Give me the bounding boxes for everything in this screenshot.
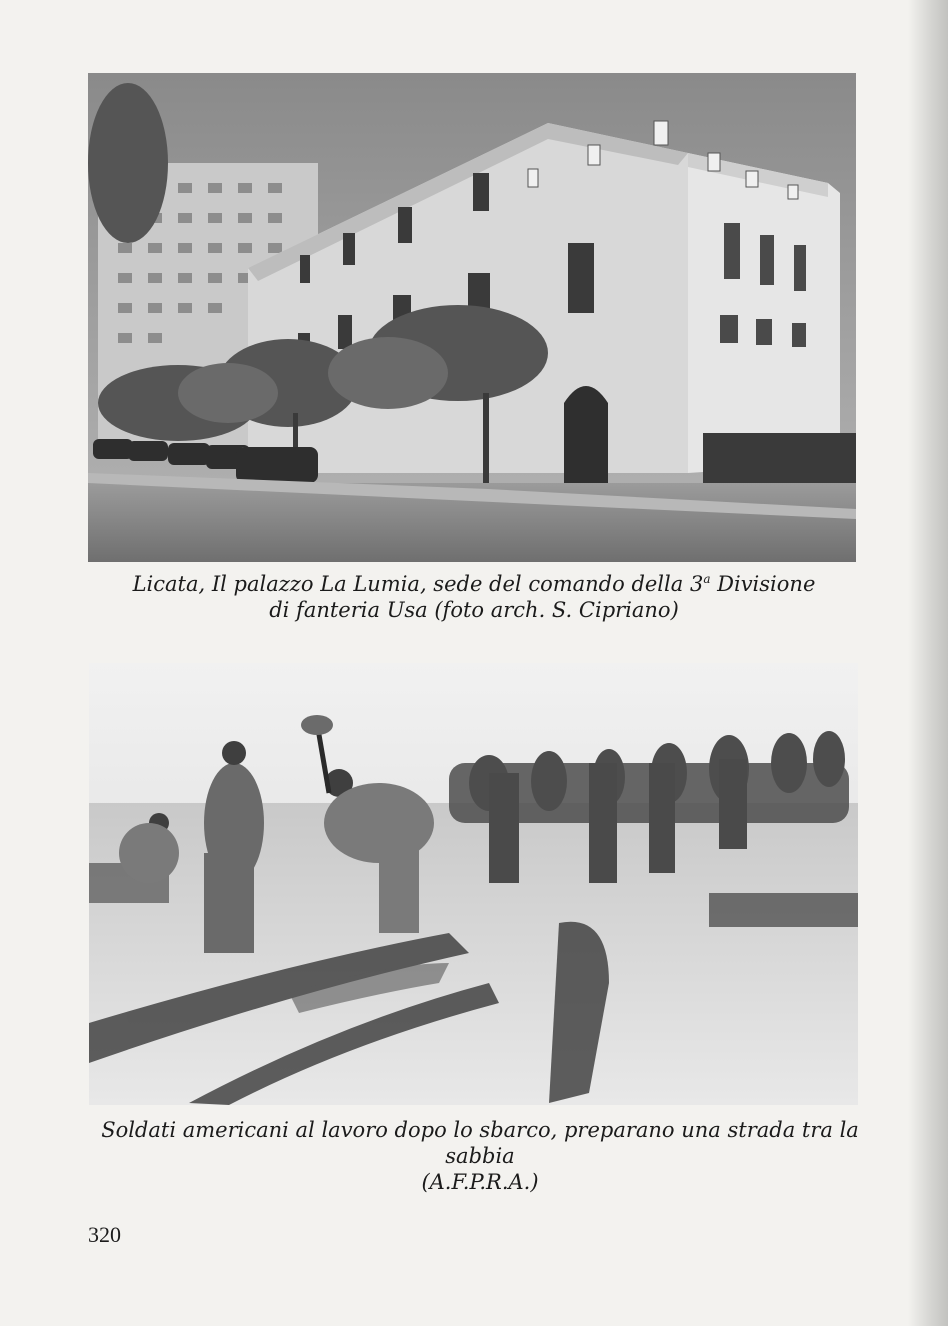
figure-2-caption xyxy=(80,1117,880,1195)
figure-2-caption-line-2: (A.F.P.R.A.) xyxy=(421,1170,539,1194)
ordinal-superscript: a xyxy=(703,572,711,586)
palazzo-photo xyxy=(88,73,856,562)
figure-1-caption-line-1 xyxy=(60,571,888,597)
figure-2-caption-line-1: Soldati americani al lavoro dopo lo sbarco, preparano una strada tra la sabbia xyxy=(101,1118,859,1168)
figure-1-caption-line-2: di fanteria Usa (foto arch. S. Cipriano) xyxy=(269,598,679,622)
caption-text: Licata, Il palazzo La Lumia, sede del comando della 3 xyxy=(132,572,704,596)
caption-text: Divisione xyxy=(710,572,816,596)
page-edge-shadow xyxy=(908,0,948,1326)
figure-1-caption xyxy=(60,571,888,623)
soldiers-beach-photo xyxy=(89,663,858,1105)
page-number: 320 xyxy=(88,1222,121,1247)
